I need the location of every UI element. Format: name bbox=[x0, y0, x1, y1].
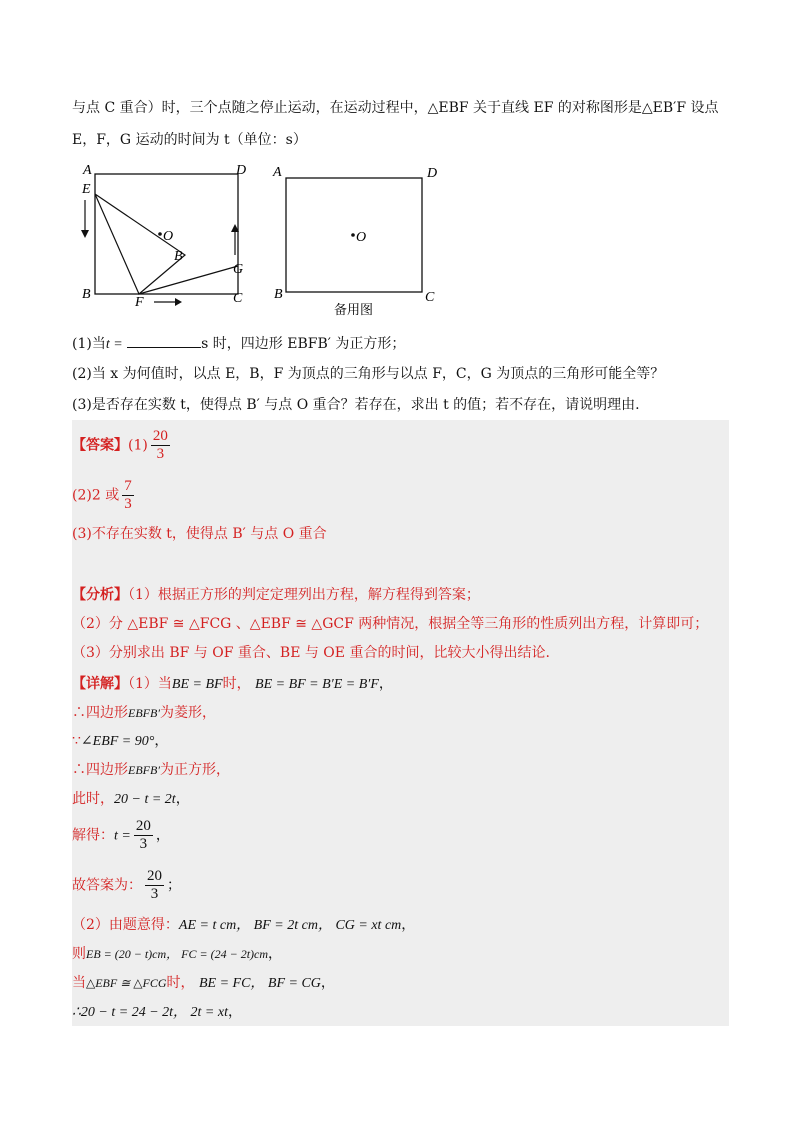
detail-line-6 bbox=[72, 818, 170, 853]
detail-9-end: ， bbox=[268, 946, 283, 962]
answer-2-prefix: (2)2 或 bbox=[72, 487, 120, 504]
detail-7-fraction bbox=[145, 868, 164, 903]
detail-10-end: ， bbox=[320, 975, 335, 991]
answer-1 bbox=[72, 428, 173, 463]
question-1 bbox=[72, 333, 405, 355]
detail-line-4 bbox=[72, 760, 230, 780]
detail-1-math: BE = BF bbox=[171, 677, 223, 692]
right-label-D: D bbox=[427, 166, 438, 181]
detail-7-end: ； bbox=[167, 877, 181, 894]
label-C: C bbox=[233, 291, 243, 306]
q1-suffix: s 时，四边形 EBFB′ 为正方形； bbox=[201, 336, 406, 352]
answer-label: 【答案】 bbox=[72, 437, 128, 454]
detail-7-denominator: 3 bbox=[150, 886, 159, 902]
detail-1-math-2: BE = BF = B′E = B′F bbox=[255, 677, 379, 692]
detail-3-text: ∵ bbox=[72, 733, 81, 749]
right-square-figure bbox=[286, 178, 422, 292]
right-label-A: A bbox=[273, 165, 282, 180]
right-label-B: B bbox=[274, 287, 283, 302]
label-A: A bbox=[83, 163, 92, 178]
detail-10-math: △EBF ≅ △FCG bbox=[86, 976, 167, 990]
detail-4-text: ∴四边形 bbox=[72, 762, 128, 778]
detail-1-text-2: 时， bbox=[222, 676, 251, 692]
intro-line-2: E，F，G 运动的时间为 t（单位：s） bbox=[72, 132, 307, 148]
detail-6-math: t = bbox=[114, 828, 131, 844]
detail-6-end: ， bbox=[155, 827, 170, 844]
detail-line-8 bbox=[72, 915, 415, 936]
detail-11-math: ∴20 − t = 24 − 2t， 2t = xt bbox=[72, 1005, 228, 1020]
detail-10-text: 当 bbox=[72, 975, 86, 991]
answer-2-fraction bbox=[122, 478, 134, 513]
answer-1-prefix: (1) bbox=[128, 437, 148, 454]
label-O: O bbox=[163, 229, 174, 244]
detail-5-math: 20 − t = 2t bbox=[114, 792, 176, 807]
detail-line-10 bbox=[72, 973, 335, 994]
detail-5-text: 此时， bbox=[72, 791, 114, 807]
detail-line-11 bbox=[72, 1002, 242, 1023]
label-F: F bbox=[135, 295, 144, 310]
label-B-prime: B bbox=[174, 249, 183, 264]
detail-line-9 bbox=[72, 944, 282, 964]
answer-1-fraction bbox=[151, 428, 170, 463]
detail-4-math: EBFB′ bbox=[128, 763, 160, 777]
answer-1-denominator: 3 bbox=[156, 446, 165, 462]
detail-9-math: EB = (20 − t)cm， FC = (24 − 2t)cm bbox=[86, 947, 269, 961]
detail-line-7 bbox=[72, 868, 181, 903]
detail-3-math: ∠EBF = 90° bbox=[80, 734, 155, 749]
detail-7-text: 故答案为： bbox=[72, 877, 142, 894]
answer-2-numerator: 7 bbox=[124, 478, 132, 494]
detail-6-fraction bbox=[134, 818, 153, 853]
detail-10-math-2: BE = FC， BF = CG bbox=[198, 976, 321, 991]
intro-line-1: 与点 C 重合）时，三个点随之停止运动，在运动过程中，△EBF 关于直线 EF 的对称图形是△EB′F 设点 bbox=[72, 100, 719, 116]
q1-variable: t = bbox=[105, 337, 123, 352]
analysis-label: 【分析】 bbox=[72, 587, 128, 603]
question-3: (3)是否存在实数 t，使得点 B′ 与点 O 重合？若存在，求出 t 的值；若不存在，请说明理由. bbox=[72, 397, 640, 413]
answer-3: (3)不存在实数 t，使得点 B′ 与点 O 重合 bbox=[72, 526, 327, 542]
analysis-text-1: （1）根据正方形的判定定理列出方程，解方程得到答案； bbox=[128, 587, 480, 603]
detail-2-math: EBFB′ bbox=[128, 706, 160, 720]
detail-2-text: ∴四边形 bbox=[72, 705, 128, 721]
detail-7-numerator: 20 bbox=[147, 868, 162, 884]
right-label-O: O bbox=[356, 230, 367, 245]
answer-2-denominator: 3 bbox=[124, 496, 132, 512]
detail-line-5 bbox=[72, 789, 190, 810]
detail-6-text: 解得： bbox=[72, 827, 114, 844]
detail-1-text: （1）当 bbox=[128, 676, 172, 692]
label-G: G bbox=[233, 262, 244, 277]
label-B: B bbox=[82, 287, 91, 302]
detail-6-denominator: 3 bbox=[139, 836, 148, 852]
detail-line-1 bbox=[72, 674, 393, 695]
detail-4-text-2: 为正方形， bbox=[159, 762, 230, 778]
question-2: (2)当 x 为何值时，以点 E，B，F 为顶点的三角形与以点 F，C，G 为顶点的三角形可能全等？ bbox=[72, 366, 665, 382]
label-D: D bbox=[236, 163, 247, 178]
detail-line-2 bbox=[72, 703, 216, 723]
q1-prefix: (1)当 bbox=[72, 336, 106, 352]
analysis-line-2: （2）分 △EBF ≅ △FCG 、△EBF ≅ △GCF 两种情况，根据全等三角形的性质列出方程，计算即可； bbox=[72, 616, 709, 632]
detail-11-end: ， bbox=[227, 1004, 242, 1020]
detail-6-numerator: 20 bbox=[135, 818, 151, 834]
detail-10-text-2: 时， bbox=[166, 975, 195, 991]
answer-1-numerator: 20 bbox=[152, 428, 168, 444]
detail-3-end: ， bbox=[154, 733, 169, 749]
figure-caption: 备用图 bbox=[334, 303, 374, 318]
detail-9-text: 则 bbox=[72, 946, 86, 962]
detail-8-math: AE = t cm， BF = 2t cm， CG = xt cm bbox=[178, 918, 402, 933]
detail-1-end: ， bbox=[378, 676, 393, 692]
detail-8-text: （2）由题意得： bbox=[72, 917, 179, 933]
left-square-figure bbox=[81, 174, 239, 306]
right-label-C: C bbox=[425, 290, 435, 305]
geometry-figure bbox=[72, 160, 472, 320]
analysis-line-1 bbox=[72, 585, 480, 605]
detail-2-text-2: 为菱形， bbox=[159, 705, 216, 721]
label-E: E bbox=[82, 182, 91, 197]
detail-5-end: ， bbox=[175, 791, 190, 807]
detail-8-end: ， bbox=[401, 917, 416, 933]
answer-2 bbox=[72, 478, 137, 513]
analysis-line-3: （3）分别求出 BF 与 OF 重合、BE 与 OE 重合的时间，比较大小得出结论. bbox=[72, 645, 550, 661]
detail-label: 【详解】 bbox=[72, 676, 128, 692]
detail-line-3 bbox=[72, 731, 168, 752]
q1-answer-blank bbox=[127, 333, 201, 348]
